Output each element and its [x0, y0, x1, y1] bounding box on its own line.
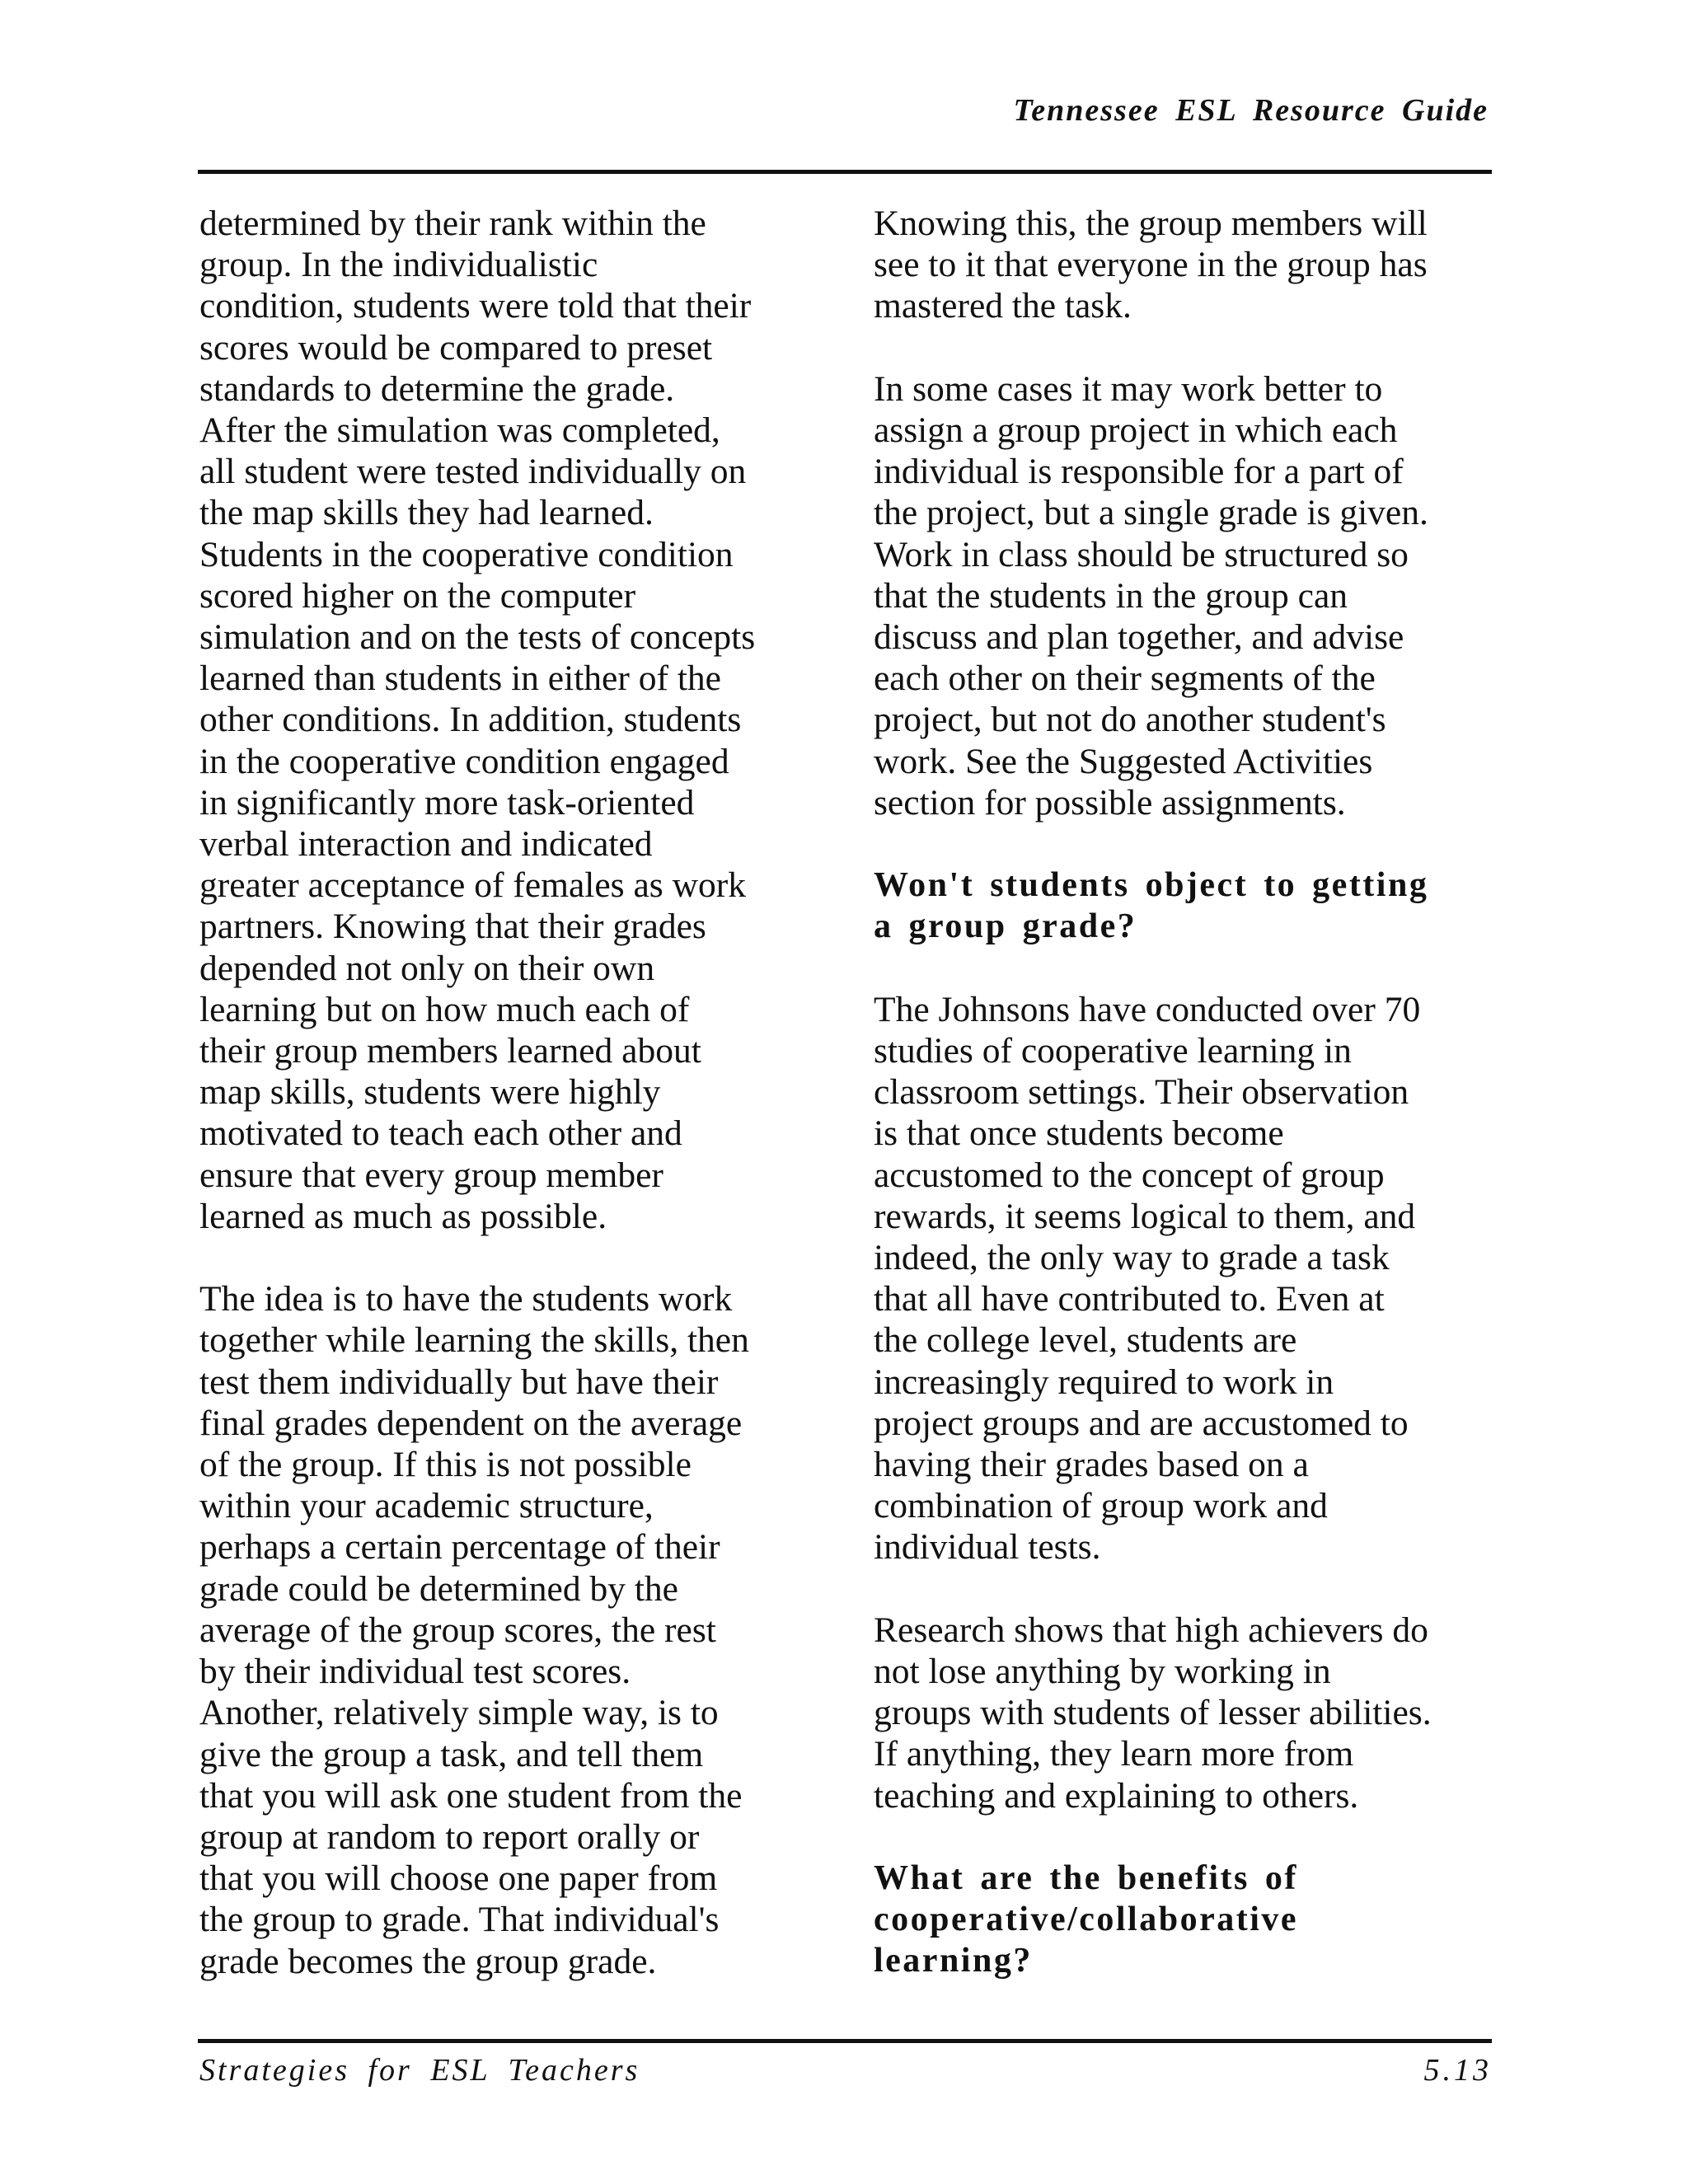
section-heading: Won't students object to getting a group grade?: [874, 866, 1429, 946]
running-header-title: Tennessee ESL Resource Guide: [1013, 93, 1489, 128]
header-rule: [198, 170, 1492, 174]
body-paragraph: The Johnsons have conducted over 70 studies of cooperative learning in classroom settings. Their observation is that once students become accustomed to the concept of group rewards, it seems logical to them, and indeed, the only way to grade a task that all have contributed to. Even at the college level, students are increasingly required to work in project groups and are accustomed to having their grades based on a combination of group work and individual tests.: [874, 989, 1421, 1568]
section-heading: What are the benefits of cooperative/collaborative learning?: [874, 1859, 1299, 1980]
right-column: [874, 203, 1500, 1982]
footer-rule: [198, 2039, 1492, 2043]
body-paragraph: determined by their rank within the group. In the individualistic condition, students were told that their scores would be compared to preset standards to determine the grade. After the simulation was completed, all student were tested individually on the map skills they had learned. Students in the cooperative condition scored higher on the computer simulation and on the tests of concepts learned than students in either of the other conditions. In addition, students in the cooperative condition engaged in significantly more task-oriented verbal interaction and indicated greater acceptance of females as work partners. Knowing that their grades depended not only on their own learning but on how much each of their group members learned about map skills, students were highly motivated to teach each other and ensure that every group member learned as much as possible.: [199, 204, 756, 1236]
page-number: 5.13: [1423, 2053, 1492, 2088]
body-paragraph: In some cases it may work better to assign a group project in which each individual is responsible for a part of the project, but a single grade is given. Work in class should be structured so that the students in the group can discuss and plan together, and advise each other on their segments of the project, but not do another student's work. See the Suggested Activities section for possible assignments.: [874, 368, 1428, 823]
left-column: [199, 203, 834, 1982]
body-paragraph: Research shows that high achievers do not lose anything by working in groups with students of lesser abilities. If anything, they learn more from teaching and explaining to others.: [874, 1610, 1432, 1816]
running-footer-title: Strategies for ESL Teachers: [199, 2053, 640, 2088]
body-paragraph: The idea is to have the students work together while learning the skills, then test them individually but have their final grades dependent on the average of the group. If this is not possible within your academic structure, perhaps a certain percentage of their grade could be determined by the average of the group scores, the rest by their individual test scores. Another, relatively simple way, is to give the group a task, and tell them that you will ask one student from the group at random to report orally or that you will choose one paper from the group to grade. That individual's grade becomes the group grade.: [199, 1279, 749, 1981]
body-paragraph: Knowing this, the group members will see to it that everyone in the group has mastered the task.: [874, 204, 1428, 326]
